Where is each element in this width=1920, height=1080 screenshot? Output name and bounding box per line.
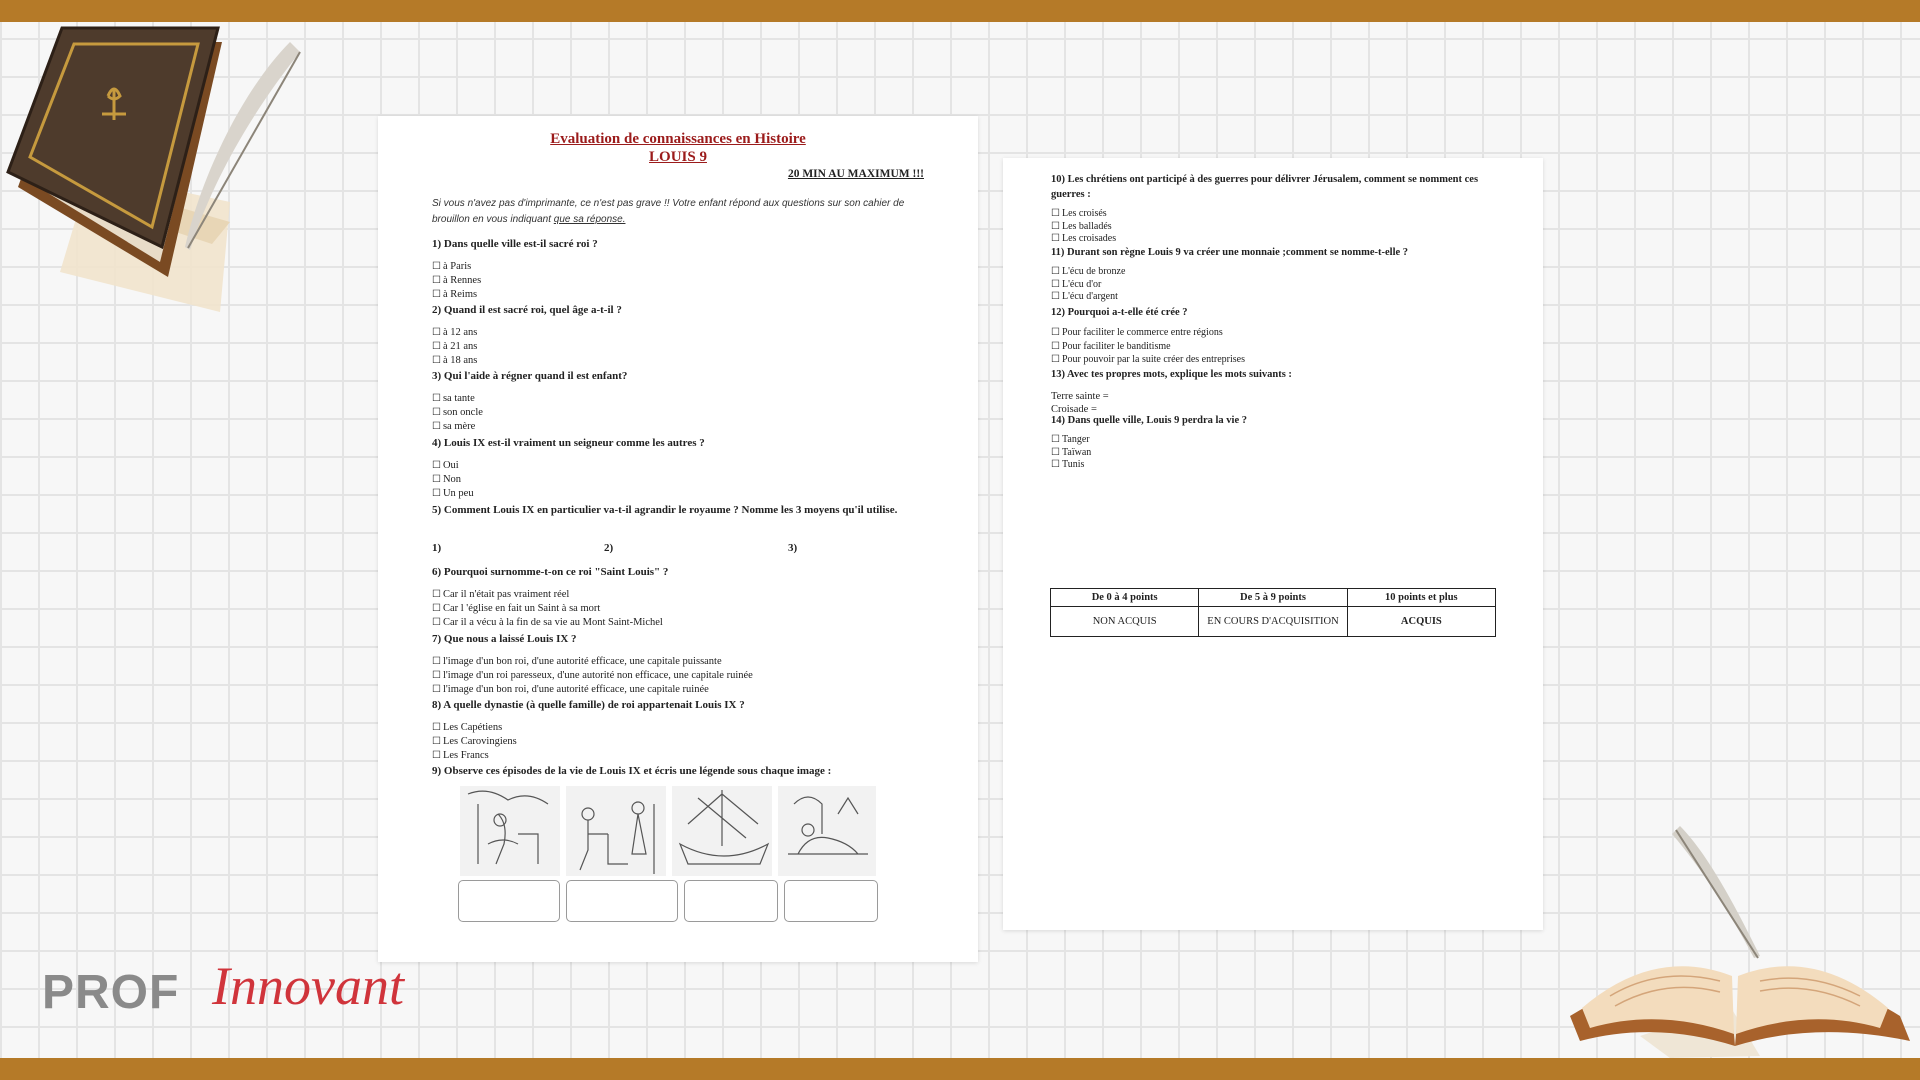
prof-innovant-logo [42,955,482,1025]
question-block-4 [432,436,932,501]
question-block-6 [432,565,932,630]
caption-boxes-row [458,880,878,924]
grading-header-cell: De 0 à 4 points [1051,589,1199,607]
options-list [432,392,932,434]
options-list [432,326,932,368]
option-checkbox[interactable]: ☐ Car il n'était pas vraiment réel [432,588,932,602]
option-checkbox[interactable]: ☐ à Reims [432,288,932,302]
term-definition-line: Terre sainte = [1051,391,1109,402]
question-text: 1) Dans quelle ville est-il sacré roi ? [432,238,598,250]
intro-instructions: Si vous n'avez pas d'imprimante, ce n'est pas grave !! Votre enfant répond aux questions sur son cahier de brouillon en vous indiquant que sa réponse. [432,198,905,225]
option-checkbox[interactable]: ☐ l'image d'un bon roi, d'une autorité efficace, une capitale puissante [432,655,932,669]
question-block-9 [432,764,932,778]
episode-image-4 [778,786,876,876]
option-checkbox[interactable]: ☐ l'image d'un bon roi, d'une autorité efficace, une capitale ruinée [432,683,932,697]
question-block-13 [1051,368,1501,416]
open-book-quill-illustration [1560,816,1920,1058]
options-list [432,721,932,763]
option-checkbox[interactable]: ☐ Les balladés [1051,221,1501,234]
answer-number: 3) [788,542,798,554]
grading-value-cell: ACQUIS [1347,607,1495,637]
option-checkbox[interactable]: ☐ Pour faciliter le commerce entre régions [1051,326,1501,340]
options-list [1051,326,1501,367]
question-block-5 [432,502,932,518]
option-checkbox[interactable]: ☐ Tunis [1051,459,1501,472]
grading-value-cell: EN COURS D'ACQUISITION [1199,607,1347,637]
option-checkbox[interactable]: ☐ Tanger [1051,434,1501,447]
caption-box-4[interactable] [784,880,878,922]
episode-image-3 [672,786,772,876]
logo-innovant-text: Innovant [212,956,404,1016]
options-list [432,260,932,302]
options-list [1051,208,1501,246]
question-text: 10) Les chrétiens ont participé à des guerres pour délivrer Jérusalem, comment se nomment ces guerres : [1051,174,1479,200]
closed-book-quill-illustration [0,22,320,312]
logo-prof-text: PROF [42,966,180,1019]
document-subtitle: LOUIS 9 [649,149,707,165]
option-checkbox[interactable]: ☐ Oui [432,459,932,473]
question-block-1 [432,237,932,302]
option-checkbox[interactable]: ☐ Pour pouvoir par la suite créer des entreprises [1051,353,1501,367]
grading-value-cell: NON ACQUIS [1051,607,1199,637]
question-block-14 [1051,414,1501,472]
caption-box-3[interactable] [684,880,778,922]
option-checkbox[interactable]: ☐ sa tante [432,392,932,406]
term-definition-line: Croisade = [1051,404,1097,415]
option-checkbox[interactable]: ☐ Car il a vécu à la fin de sa vie au Mont Saint-Michel [432,616,932,630]
question-text: 8) A quelle dynastie (à quelle famille) de roi appartenait Louis IX ? [432,699,745,711]
options-list [432,459,932,501]
question-text: 3) Qui l'aide à régner quand il est enfant? [432,370,628,382]
option-checkbox[interactable]: ☐ son oncle [432,406,932,420]
option-checkbox[interactable]: ☐ Pour faciliter le banditisme [1051,340,1501,354]
question-text: 2) Quand il est sacré roi, quel âge a-t-il ? [432,304,622,316]
option-checkbox[interactable]: ☐ L'écu de bronze [1051,266,1501,279]
option-checkbox[interactable]: ☐ sa mère [432,420,932,434]
worksheet-page-1 [378,116,978,962]
question-block-12 [1051,306,1501,367]
option-checkbox[interactable]: ☐ Les croisades [1051,233,1501,246]
options-list [1051,266,1501,304]
grading-header-cell: De 5 à 9 points [1199,589,1347,607]
options-list [432,588,932,630]
options-list [432,655,932,697]
question-text: 12) Pourquoi a-t-elle été crée ? [1051,307,1188,318]
question-text: 9) Observe ces épisodes de la vie de Louis IX et écris une légende sous chaque image : [432,765,832,777]
option-checkbox[interactable]: ☐ Les Francs [432,749,932,763]
question-block-11 [1051,246,1501,304]
option-checkbox[interactable]: ☐ Non [432,473,932,487]
bottom-band [0,1058,1920,1080]
time-limit-note: 20 MIN AU MAXIMUM !!! [787,168,924,180]
option-checkbox[interactable]: ☐ à 21 ans [432,340,932,354]
answer-number: 2) [604,542,614,554]
option-checkbox[interactable]: ☐ L'écu d'argent [1051,291,1501,304]
option-checkbox[interactable]: ☐ Taïwan [1051,447,1501,460]
option-checkbox[interactable]: ☐ à 18 ans [432,354,932,368]
option-checkbox[interactable]: ☐ Un peu [432,487,932,501]
option-checkbox[interactable]: ☐ Car l 'église en fait un Saint à sa mort [432,602,932,616]
episode-image-1 [460,786,560,876]
worksheet-page-2 [1003,158,1543,930]
grading-table-header-row [1051,589,1496,607]
grading-table [1050,588,1496,637]
terms-list [1051,390,1501,416]
grading-header-cell: 10 points et plus [1347,589,1495,607]
question-text: 6) Pourquoi surnomme-t-on ce roi "Saint Louis" ? [432,566,669,578]
top-band [0,0,1920,22]
question-text: 11) Durant son règne Louis 9 va créer une monnaie ;comment se nomme-t-elle ? [1051,247,1409,258]
question-text: 14) Dans quelle ville, Louis 9 perdra la vie ? [1051,415,1248,426]
caption-box-2[interactable] [566,880,678,922]
question-text: 4) Louis IX est-il vraiment un seigneur comme les autres ? [432,437,705,449]
question-block-7 [432,632,932,697]
options-list [1051,434,1501,472]
historical-episodes-illustrations [458,784,878,878]
option-checkbox[interactable]: ☐ à Paris [432,260,932,274]
question-text: 5) Comment Louis IX en particulier va-t-il agrandir le royaume ? Nomme les 3 moyens qu'il utilise. [432,504,898,516]
answer-number: 1) [432,542,442,554]
option-checkbox[interactable]: ☐ L'écu d'or [1051,279,1501,292]
question-block-2 [432,303,932,368]
question-block-8 [432,698,932,763]
question-text: 13) Avec tes propres mots, explique les mots suivants : [1051,369,1292,380]
question-block-3 [432,369,932,434]
option-checkbox[interactable]: ☐ à Rennes [432,274,932,288]
grading-table-value-row [1051,607,1496,637]
caption-box-1[interactable] [458,880,560,922]
option-checkbox[interactable]: ☐ Les Capétiens [432,721,932,735]
option-checkbox[interactable]: ☐ à 12 ans [432,326,932,340]
episode-image-2 [566,786,666,876]
option-checkbox[interactable]: ☐ Les croisés [1051,208,1501,221]
question-block-10 [1051,172,1501,246]
option-checkbox[interactable]: ☐ Les Carovingiens [432,735,932,749]
option-checkbox[interactable]: ☐ l'image d'un roi paresseux, d'une autorité non efficace, une capitale ruinée [432,669,932,683]
question-text: 7) Que nous a laissé Louis IX ? [432,633,577,645]
document-title: Evaluation de connaissances en Histoire [550,131,806,147]
